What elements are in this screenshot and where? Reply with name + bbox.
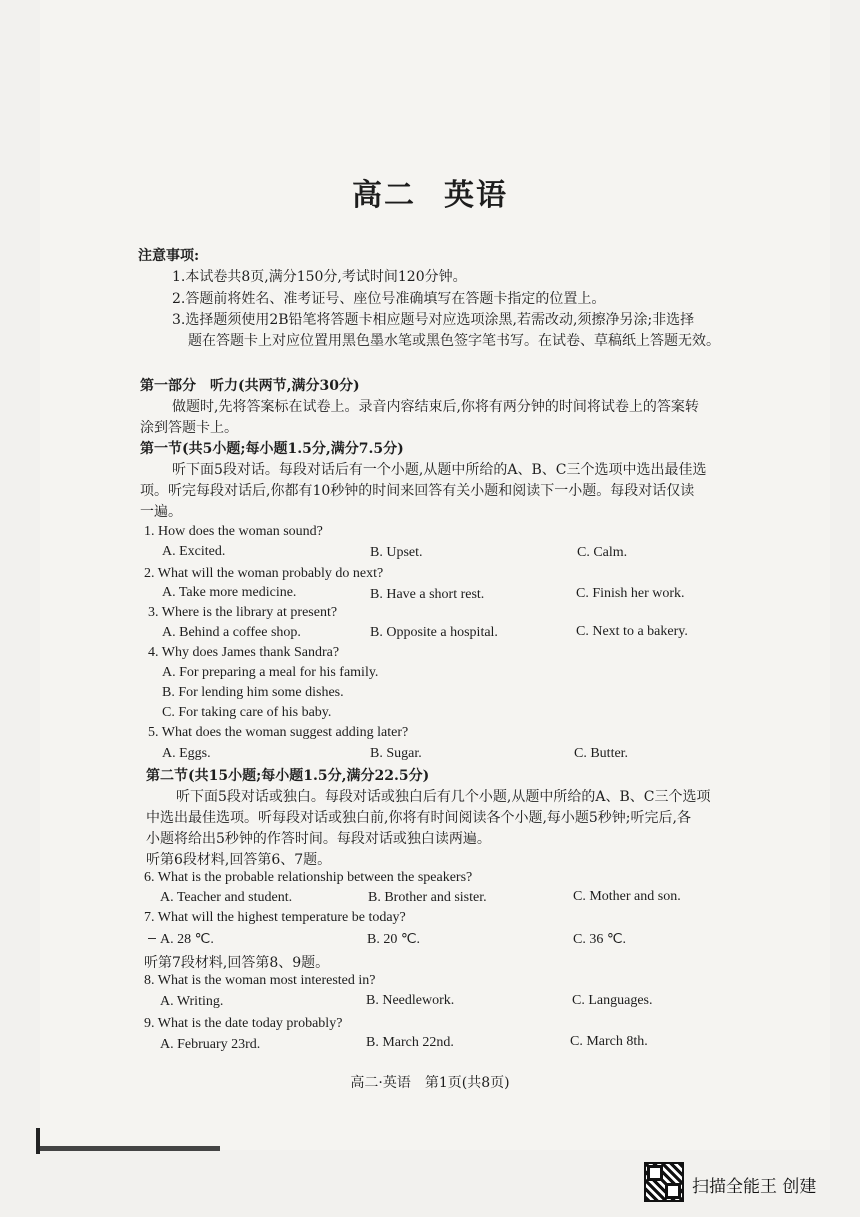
section2-intro-2: 中选出最佳选项。听每段对话或独白前,你将有时间阅读各个小题,每小题5秒钟;听完后,各 (146, 810, 691, 826)
pen-mark (148, 938, 156, 939)
notes-heading: 注意事项: (138, 248, 200, 264)
q6-option-b: B. Brother and sister. (368, 890, 487, 905)
q3-option-b: B. Opposite a hospital. (370, 625, 498, 640)
q2-option-c: C. Finish her work. (576, 586, 685, 601)
section2-intro-1: 听下面5段对话或独白。每段对话或独白后有几个小题,从题中所给的A、B、C三个选项 (176, 789, 711, 805)
q8-option-c: C. Languages. (572, 993, 653, 1008)
section1-intro-3: 一遍。 (140, 504, 182, 520)
section1-heading: 第一节(共5小题;每小题1.5分,满分7.5分) (140, 441, 404, 457)
question-4: 4. Why does James thank Sandra? (148, 645, 340, 660)
q9-option-c: C. March 8th. (570, 1034, 648, 1049)
question-9: 9. What is the date today probably? (144, 1016, 343, 1031)
material-7-instruction: 听第7段材料,回答第8、9题。 (144, 955, 330, 971)
section2-heading: 第二节(共15小题;每小题1.5分,满分22.5分) (146, 768, 430, 784)
q6-option-a: A. Teacher and student. (160, 890, 293, 905)
page-footer: 高二·英语 第1页(共8页) (350, 1075, 510, 1091)
question-1: 1. How does the woman sound? (144, 524, 323, 539)
section1-intro-2: 项。听完每段对话后,你都有10秒钟的时间来回答有关小题和阅读下一小题。每段对话仅读 (140, 483, 695, 499)
scan-edge-shadow (40, 1146, 220, 1151)
q6-option-c: C. Mother and son. (573, 889, 681, 904)
q1-option-a: A. Excited. (162, 544, 226, 559)
part1-intro-2: 涂到答题卡上。 (140, 420, 238, 436)
q8-option-a: A. Writing. (160, 994, 224, 1009)
q4-option-b: B. For lending him some dishes. (162, 685, 344, 700)
q7-option-c: C. 36 ℃. (573, 932, 627, 947)
q2-option-a: A. Take more medicine. (162, 585, 297, 600)
watermark-text: 扫描全能王 创建 (692, 1177, 817, 1197)
note-item-1: 1.本试卷共8页,满分150分,考试时间120分钟。 (172, 269, 467, 285)
part1-heading: 第一部分 听力(共两节,满分30分) (140, 378, 360, 394)
q7-option-b: B. 20 ℃. (367, 932, 421, 947)
question-5: 5. What does the woman suggest adding later? (148, 725, 409, 740)
material-6-instruction: 听第6段材料,回答第6、7题。 (146, 852, 332, 868)
page-title (0, 170, 860, 214)
title-subject: 英语 (444, 178, 508, 213)
q4-option-a: A. For preparing a meal for his family. (162, 665, 379, 680)
note-item-3-cont: 题在答题卡上对应位置用黑色墨水笔或黑色签字笔书写。在试卷、草稿纸上答题无效。 (188, 333, 720, 349)
section1-intro-1: 听下面5段对话。每段对话后有一个小题,从题中所给的A、B、C三个选项中选出最佳选 (172, 462, 707, 478)
q2-option-b: B. Have a short rest. (370, 587, 485, 602)
note-item-3: 3.选择题须使用2B铅笔将答题卡相应题号对应选项涂黑,若需改动,须擦净另涂;非选择 (172, 312, 695, 328)
scanner-watermark (644, 1162, 844, 1202)
q3-option-c: C. Next to a bakery. (576, 624, 688, 639)
q5-option-a: A. Eggs. (162, 746, 211, 761)
note-item-2: 2.答题前将姓名、准考证号、座位号准确填写在答题卡指定的位置上。 (172, 291, 606, 307)
q8-option-b: B. Needlework. (366, 993, 455, 1008)
question-6: 6. What is the probable relationship between the speakers? (144, 870, 473, 885)
section2-intro-3: 小题将给出5秒钟的作答时间。每段对话或独白读两遍。 (146, 831, 491, 847)
qr-code-icon (644, 1162, 684, 1202)
q4-option-c: C. For taking care of his baby. (162, 705, 332, 720)
q5-option-c: C. Butter. (574, 746, 629, 761)
question-8: 8. What is the woman most interested in? (144, 973, 376, 988)
q5-option-b: B. Sugar. (370, 746, 422, 761)
part1-intro-1: 做题时,先将答案标在试卷上。录音内容结束后,你将有两分钟的时间将试卷上的答案转 (172, 399, 699, 415)
title-grade: 高二 (352, 178, 416, 213)
q1-option-c: C. Calm. (577, 545, 628, 560)
q1-option-b: B. Upset. (370, 545, 423, 560)
q9-option-a: A. February 23rd. (160, 1037, 261, 1052)
q9-option-b: B. March 22nd. (366, 1035, 454, 1050)
question-3: 3. Where is the library at present? (148, 605, 338, 620)
question-7: 7. What will the highest temperature be today? (144, 910, 406, 925)
question-2: 2. What will the woman probably do next? (144, 566, 384, 581)
q7-option-a: A. 28 ℃. (160, 932, 214, 947)
q3-option-a: A. Behind a coffee shop. (162, 625, 301, 640)
